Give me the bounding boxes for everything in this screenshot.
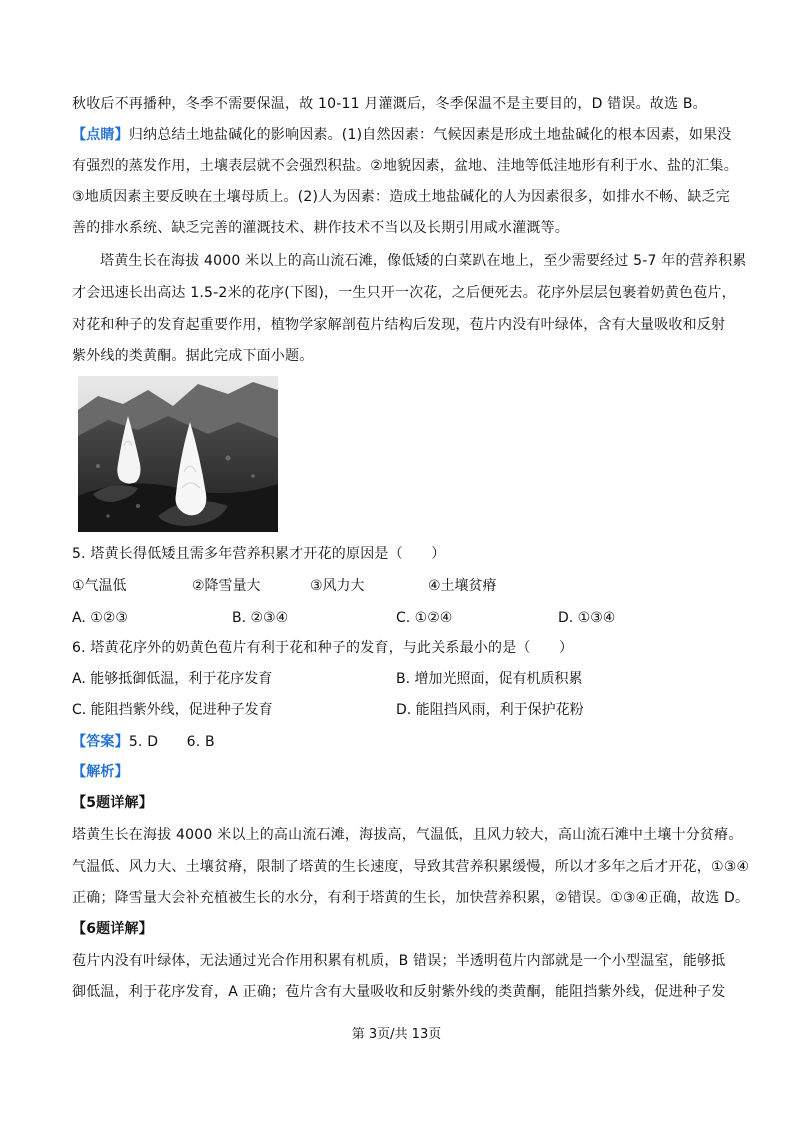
q5-detail-tag: 【5题详解】 bbox=[72, 795, 153, 811]
answer-tag: 【答案】 bbox=[72, 734, 129, 750]
text-span: 归纳总结土地盐碱化的影响因素。(1)自然因素：气候因素是形成土地盐碱化的根本因素，如果没 bbox=[128, 127, 732, 143]
q5-detail-line: 塔黄生长在海拔 4000 米以上的高山流石滩，海拔高，气温低，且风力较大，高山流石滩中土壤十分贫瘠。 bbox=[72, 827, 743, 843]
option-d: D. 能阻挡风雨，利于保护花粉 bbox=[396, 702, 584, 718]
intro-paragraph-line: 才会迅速长出高达 1.5-2米的花序(下图)，一生只开一次花，之后便死去。花序外层层包裹着奶黄色苞片， bbox=[72, 285, 736, 301]
option-c: C. 能阻挡紫外线，促进种子发育 bbox=[72, 702, 273, 718]
text-line: 秋收后不再播种，冬季不需要保温，故 10-11 月灌溉后，冬季保温不是主要目的，D 错误。故选 B。 bbox=[72, 96, 707, 112]
text-line: 善的排水系统、缺乏完善的灌溉技术、耕作技术不当以及长期引用咸水灌溉等。 bbox=[72, 220, 569, 236]
rheum-nobile-photo bbox=[78, 376, 278, 532]
q5-detail-line: 气温低、风力大、土壤贫瘠，限制了塔黄的生长速度，导致其营养积累缓慢，所以才多年之后才开花，①③④ bbox=[72, 859, 750, 875]
dianjing-paragraph bbox=[72, 125, 732, 145]
intro-paragraph-line: 塔黄生长在海拔 4000 米以上的高山流石滩，像低矮的白菜趴在地上，至少需要经过 5-7 年的营养积累 bbox=[100, 253, 747, 269]
option-b: B. 增加光照面，促有机质积累 bbox=[396, 671, 583, 687]
q6-detail-line: 苞片内没有叶绿体，无法通过光合作用积累有机质，B 错误；半透明苞片内部就是一个小型温室，能够抵 bbox=[72, 953, 726, 969]
factor-item: ③风力大 bbox=[310, 578, 365, 594]
question-5-stem: 5. 塔黄长得低矮且需多年营养积累才开花的原因是（ ） bbox=[72, 546, 446, 562]
option-a: A. 能够抵御低温，利于花序发育 bbox=[72, 671, 273, 687]
option-d: D. ①③④ bbox=[558, 610, 616, 626]
intro-paragraph-line: 对花和种子的发育起重要作用，植物学家解剖苞片结构后发现，苞片内没有叶绿体，含有大量吸收和反射 bbox=[72, 317, 726, 333]
mountain-plant-illustration bbox=[78, 376, 278, 532]
dianjing-tag: 【点睛】 bbox=[72, 127, 129, 143]
page-footer: 第 3页/共 13页 bbox=[351, 1027, 442, 1042]
option-b: B. ②③④ bbox=[232, 610, 289, 626]
q6-detail-line: 御低温，利于花序发育，A 正确；苞片含有大量吸收和反射紫外线的类黄酮，能阻挡紫外线，促进种子发 bbox=[72, 984, 726, 1000]
answer-line bbox=[72, 732, 728, 752]
option-a: A. ①②③ bbox=[72, 610, 128, 626]
factor-item: ②降雪量大 bbox=[192, 578, 261, 594]
q6-detail-tag: 【6题详解】 bbox=[72, 921, 153, 937]
analysis-tag: 【解析】 bbox=[72, 764, 129, 780]
option-c: C. ①②④ bbox=[396, 610, 453, 626]
factor-item: ①气温低 bbox=[72, 578, 127, 594]
answer-text: 5. D 6. B bbox=[128, 734, 215, 750]
intro-paragraph-line: 紫外线的类黄酮。据此完成下面小题。 bbox=[72, 348, 314, 364]
question-6-stem: 6. 塔黄花序外的奶黄色苞片有利于花和种子的发育，与此关系最小的是（ ） bbox=[72, 640, 574, 656]
factor-item: ④土壤贫瘠 bbox=[428, 578, 497, 594]
q5-detail-line: 正确；降雪量大会补充植被生长的水分，有利于塔黄的生长，加快营养积累，②错误。①③④正确，故选 D。 bbox=[72, 890, 750, 906]
text-line: 有强烈的蒸发作用，土壤表层就不会强烈积盐。②地貌因素，盆地、洼地等低洼地形有利于水、盐的汇集。 bbox=[72, 158, 738, 174]
text-line: ③地质因素主要反映在土壤母质上。(2)人为因素：造成土地盐碱化的人为因素很多，如排水不畅、缺乏完 bbox=[72, 189, 730, 205]
